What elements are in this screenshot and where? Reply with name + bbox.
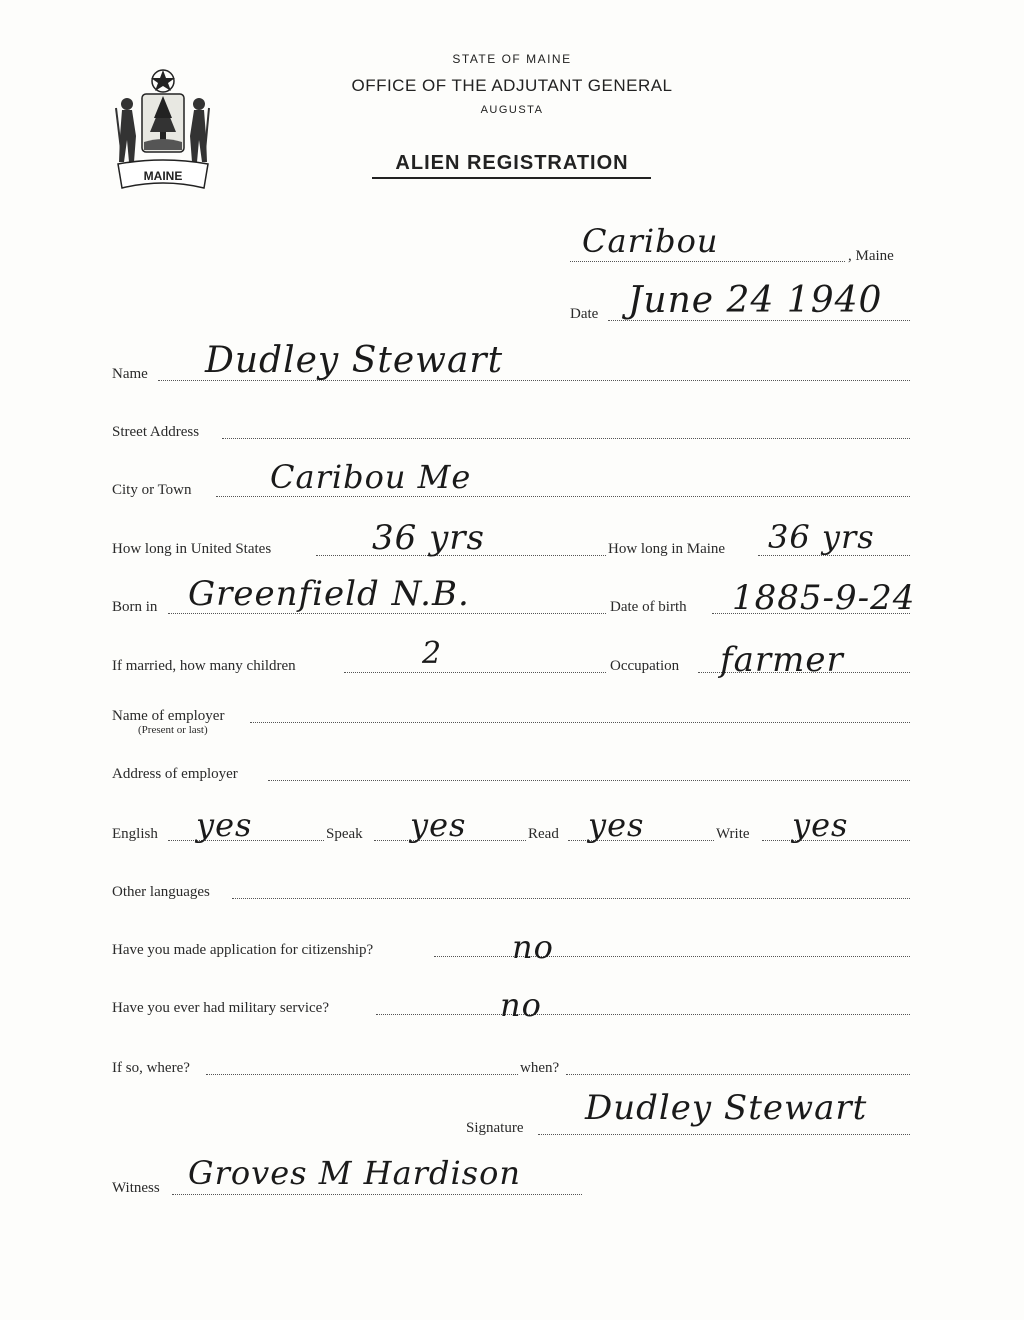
title-underline [372, 177, 651, 179]
signature-label: Signature [466, 1120, 524, 1136]
where-line [206, 1074, 518, 1075]
military-label: Have you ever had military service? [112, 1000, 329, 1016]
seal-banner-text: MAINE [143, 169, 183, 183]
witness-label: Witness [112, 1180, 160, 1196]
city-heading: AUGUSTA [480, 104, 544, 116]
years-us-label: How long in United States [112, 541, 272, 557]
english-entry: yes [196, 806, 253, 844]
occupation-label: Occupation [610, 658, 680, 674]
speak-entry: yes [410, 806, 467, 844]
english-label: English [112, 826, 158, 842]
place-suffix: , Maine [848, 248, 894, 264]
employer-address-line [268, 780, 910, 781]
witness-line [172, 1194, 582, 1195]
children-entry: 2 [422, 636, 443, 671]
military-entry: no [500, 986, 542, 1024]
occupation-entry: farmer [720, 640, 844, 680]
other-languages-line [232, 898, 910, 899]
city-label: City or Town [112, 482, 192, 498]
form-title: ALIEN REGISTRATION [395, 152, 629, 174]
write-label: Write [716, 826, 750, 842]
employer-line [250, 722, 910, 723]
years-maine-label: How long in Maine [608, 541, 726, 557]
date-entry: June 24 1940 [628, 280, 883, 321]
citizenship-label: Have you made application for citizenship? [112, 942, 374, 958]
witness-entry: Groves M Hardison [188, 1154, 521, 1192]
other-languages-label: Other languages [112, 884, 210, 900]
speak-label: Speak [326, 826, 363, 842]
write-entry: yes [792, 806, 849, 844]
maine-state-seal [112, 66, 214, 194]
read-entry: yes [588, 806, 645, 844]
office-heading: OFFICE OF THE ADJUTANT GENERAL [351, 76, 673, 95]
citizenship-line [434, 956, 910, 957]
born-entry: Greenfield N.B. [188, 574, 470, 614]
name-label: Name [112, 366, 148, 382]
signature-line [538, 1134, 910, 1135]
place-entry: Caribou [582, 222, 719, 260]
city-entry: Caribou Me [270, 458, 472, 496]
state-heading: STATE OF MAINE [452, 52, 572, 66]
born-label: Born in [112, 599, 158, 615]
read-label: Read [528, 826, 559, 842]
dob-label: Date of birth [610, 599, 687, 615]
when-label: when? [520, 1060, 560, 1076]
children-label: If married, how many children [112, 658, 296, 674]
children-line [344, 672, 606, 673]
when-line [566, 1074, 910, 1075]
street-label: Street Address [112, 424, 200, 440]
place-line [570, 261, 845, 262]
street-line [222, 438, 910, 439]
military-line [376, 1014, 910, 1015]
city-line [216, 496, 910, 497]
citizenship-entry: no [512, 928, 554, 966]
years-us-entry: 36 yrs [372, 518, 485, 558]
employer-address-label: Address of employer [112, 766, 238, 782]
date-label: Date [570, 306, 599, 322]
dob-entry: 1885-9-24 [732, 578, 916, 618]
years-maine-entry: 36 yrs [768, 518, 875, 556]
name-entry: Dudley Stewart [205, 340, 504, 381]
signature-entry: Dudley Stewart [585, 1088, 868, 1128]
where-label: If so, where? [112, 1060, 190, 1076]
employer-label: Name of employer [112, 708, 225, 724]
employer-note: (Present or last) [138, 724, 208, 736]
